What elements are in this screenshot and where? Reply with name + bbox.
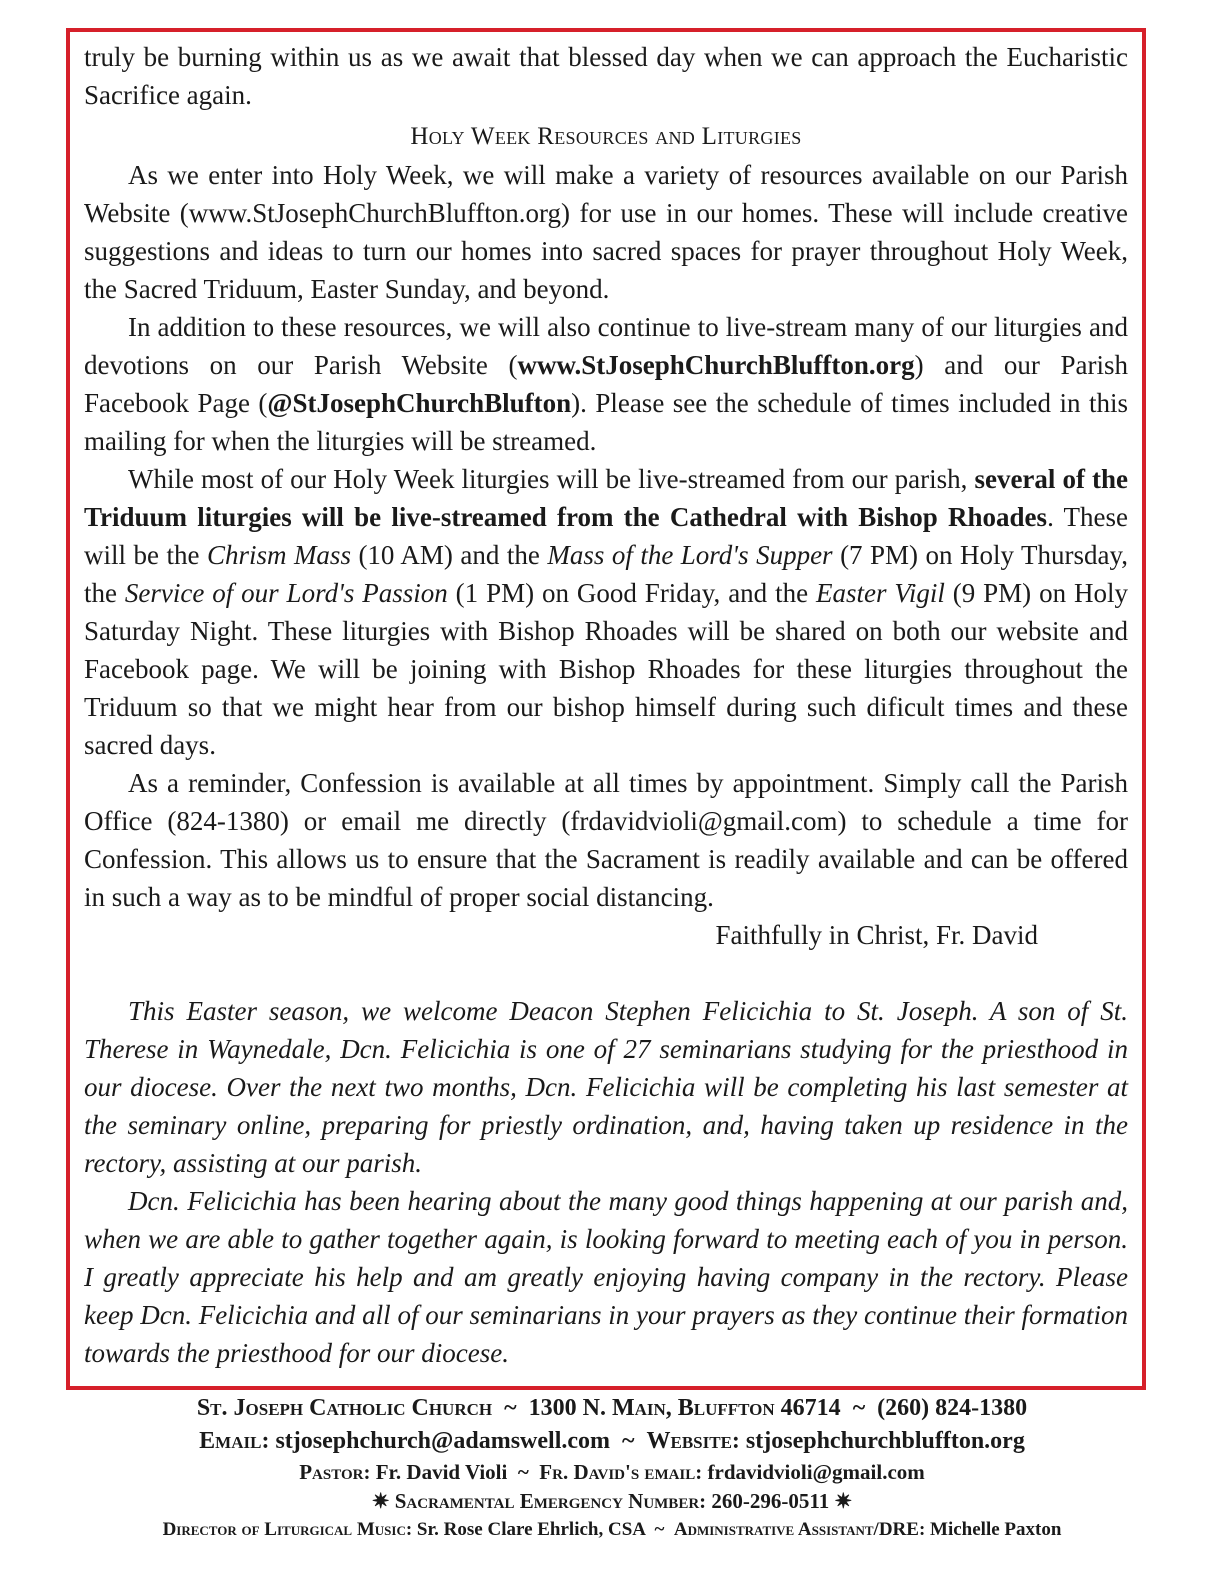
- easter-vigil: Easter Vigil: [815, 578, 945, 608]
- deacon-paragraph-1: This Easter season, we welcome Deacon Stephen Felicichia to St. Joseph. A son of St. Therese in Waynedale, Dcn. Felicichia is one of 27 seminarians studying for the priesthood in our diocese. Over the next two months, Dcn. Felicichia will be completing his last semester at the seminary online, preparing for priestly ordination, and, having taken up residence in the rectory, assisting at our parish.: [84, 996, 1128, 1178]
- resources-paragraph: As we enter into Holy Week, we will make a variety of resources available on our Parish Website (www.StJosephChurchBluffton.org) for use in our homes. These will include creative suggestions and ideas to turn our homes into sacred spaces for prayer throughout Holy Week, the Sacred Triduum, Easter Sunday, and beyond.: [84, 160, 1128, 304]
- deacon-paragraph-2: Dcn. Felicichia has been hearing about the many good things happening at our parish and, when we are able to gather together again, is looking forward to meeting each of you in person. I greatly appreciate his help and am greatly enjoying having company in the rectory. Please keep Dcn. Felicichia and all of our seminarians in your prayers as they continue their formation towards the priesthood for our diocese.: [84, 1186, 1128, 1368]
- lords-supper-mass: Mass of the Lord's Supper: [547, 540, 833, 570]
- cathedral-note: several of the Triduum liturgies will be live-streamed from the Cathedral with Bishop Rhoades: [84, 464, 1128, 532]
- emergency-number: 260-296-0511: [711, 1489, 830, 1513]
- section-heading: Holy Week Resources and Liturgies: [410, 123, 802, 150]
- lords-passion-service: Service of our Lord's Passion: [124, 578, 448, 608]
- church-email[interactable]: stjosephchurch@adamswell.com: [275, 1428, 610, 1454]
- footer-line-1: St. Joseph Catholic Church ~ 1300 N. Main, Bluffton 46714 ~ (260) 824-1380: [196, 1395, 1028, 1421]
- parish-footer: [0, 1392, 1224, 1544]
- intro-paragraph: truly be burning within us as we await that blessed day when we can approach the Eucharistic Sacrifice again.: [84, 42, 1128, 110]
- parish-website-link[interactable]: www.StJosephChurchBluffton.org: [517, 350, 915, 380]
- signoff: Faithfully in Christ, Fr. David: [715, 920, 1038, 950]
- footer-line-3: Pastor: Fr. David Violi ~ Fr. David's email: frdavidvioli@gmail.com: [299, 1460, 925, 1484]
- footer-line-2: Email: stjosephchurch@adamswell.com ~ Website: stjosephchurchbluffton.org: [199, 1428, 1025, 1454]
- divider-space: [84, 954, 1128, 992]
- church-website[interactable]: stjosephchurchbluffton.org: [745, 1428, 1025, 1454]
- confession-paragraph: As a reminder, Confession is available at all times by appointment. Simply call the Parish Office (824-1380) or email me directly (frdavidvioli@gmail.com) to schedule a time for Confession. This allows us to ensure that the Sacrament is readily available and can be offered in such a way as to be mindful of proper social distancing.: [84, 768, 1128, 912]
- chrism-mass: Chrism Mass: [206, 540, 351, 570]
- livestream-paragraph: In addition to these resources, we will also continue to live-stream many of our liturgies and devotions on our Parish Website (www.StJosephChurchBluffton.org) and our Parish Facebook Page (@StJosephChurchBlufton). Please see the schedule of times included in this mailing for when the liturgies will be streamed.: [84, 312, 1128, 456]
- facebook-page-link[interactable]: @StJosephChurchBlufton: [267, 388, 572, 418]
- footer-line-4: ✷ Sacramental Emergency Number: 260-296-0511 ✷: [371, 1489, 853, 1513]
- star-icon: ✷: [834, 1489, 853, 1513]
- triduum-paragraph: While most of our Holy Week liturgies will be live-streamed from our parish, several of the Triduum liturgies will be live-streamed from the Cathedral with Bishop Rhoades. These will be the Chrism Mass (10 AM) and the Mass of the Lord's Supper (7 PM) on Holy Thursday, the Service of our Lord's Passion (1 PM) on Good Friday, and the Easter Vigil (9 PM) on Holy Saturday Night. These liturgies with Bishop Rhoades will be shared on both our website and Facebook page. We will be joining with Bishop Rhoades for these liturgies throughout the Triduum so that we might hear from our bishop himself during such dificult times and these sacred days.: [84, 464, 1128, 760]
- star-icon: ✷: [371, 1489, 390, 1513]
- footer-line-5: Director of Liturgical Music: Sr. Rose Clare Ehrlich, CSA ~ Administrative Assistant/DRE: Michelle Paxton: [162, 1519, 1062, 1540]
- pastor-email[interactable]: frdavidvioli@gmail.com: [707, 1460, 925, 1484]
- bordered-letter: [66, 28, 1146, 1390]
